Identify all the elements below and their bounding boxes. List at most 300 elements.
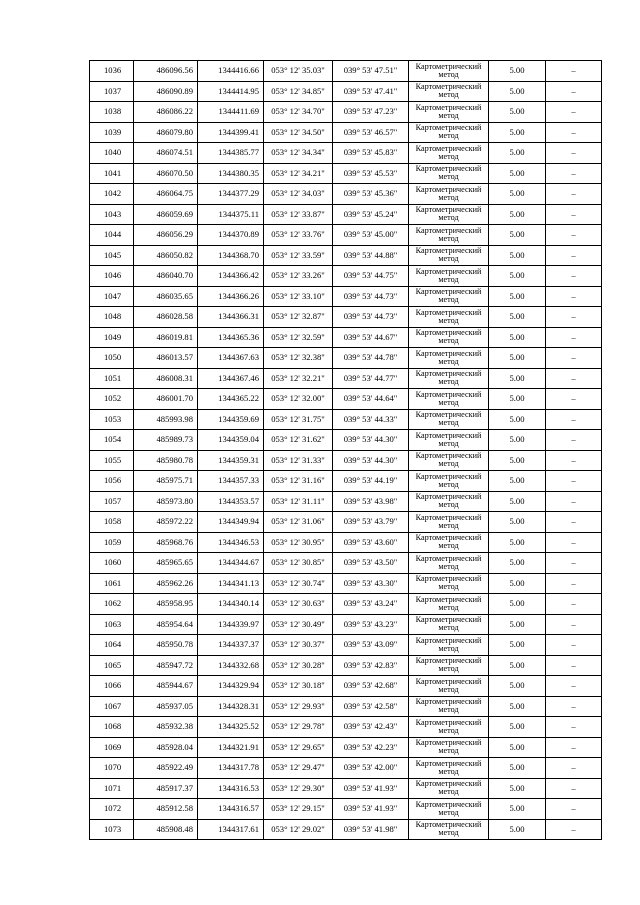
latitude-cell: 053° 12' 32.59" <box>264 327 333 348</box>
note-cell: – <box>546 225 602 246</box>
longitude-cell: 039° 53' 44.88" <box>333 245 409 266</box>
y-coordinate-cell: 1344344.67 <box>198 553 264 574</box>
method-cell: Картометрический метод <box>409 491 489 512</box>
method-cell: Картометрический метод <box>409 163 489 184</box>
x-coordinate-cell: 486013.57 <box>134 348 198 369</box>
x-coordinate-cell: 485989.73 <box>134 430 198 451</box>
point-number-cell: 1057 <box>90 491 134 512</box>
note-cell: – <box>546 368 602 389</box>
note-cell: – <box>546 573 602 594</box>
y-coordinate-cell: 1344366.26 <box>198 286 264 307</box>
latitude-cell: 053° 12' 30.37" <box>264 635 333 656</box>
x-coordinate-cell: 485944.67 <box>134 676 198 697</box>
latitude-cell: 053° 12' 34.50" <box>264 122 333 143</box>
note-cell: – <box>546 245 602 266</box>
x-coordinate-cell: 485962.26 <box>134 573 198 594</box>
y-coordinate-cell: 1344340.14 <box>198 594 264 615</box>
point-number-cell: 1046 <box>90 266 134 287</box>
y-coordinate-cell: 1344353.57 <box>198 491 264 512</box>
y-coordinate-cell: 1344325.52 <box>198 717 264 738</box>
note-cell: – <box>546 635 602 656</box>
note-cell: – <box>546 655 602 676</box>
accuracy-cell: 5.00 <box>489 81 546 102</box>
point-number-cell: 1066 <box>90 676 134 697</box>
longitude-cell: 039° 53' 44.67" <box>333 327 409 348</box>
method-cell: Картометрический метод <box>409 573 489 594</box>
note-cell: – <box>546 389 602 410</box>
x-coordinate-cell: 485928.04 <box>134 737 198 758</box>
y-coordinate-cell: 1344317.61 <box>198 819 264 840</box>
point-number-cell: 1053 <box>90 409 134 430</box>
table-row <box>90 799 602 820</box>
accuracy-cell: 5.00 <box>489 778 546 799</box>
point-number-cell: 1039 <box>90 122 134 143</box>
latitude-cell: 053° 12' 33.10" <box>264 286 333 307</box>
method-cell: Картометрический метод <box>409 799 489 820</box>
note-cell: – <box>546 799 602 820</box>
method-cell: Картометрический метод <box>409 225 489 246</box>
note-cell: – <box>546 81 602 102</box>
point-number-cell: 1060 <box>90 553 134 574</box>
table-row <box>90 122 602 143</box>
y-coordinate-cell: 1344349.94 <box>198 512 264 533</box>
y-coordinate-cell: 1344366.31 <box>198 307 264 328</box>
method-cell: Картометрический метод <box>409 819 489 840</box>
table-row <box>90 286 602 307</box>
method-cell: Картометрический метод <box>409 614 489 635</box>
x-coordinate-cell: 485968.76 <box>134 532 198 553</box>
longitude-cell: 039° 53' 45.36" <box>333 184 409 205</box>
point-number-cell: 1064 <box>90 635 134 656</box>
x-coordinate-cell: 485958.95 <box>134 594 198 615</box>
accuracy-cell: 5.00 <box>489 532 546 553</box>
method-cell: Картометрический метод <box>409 389 489 410</box>
y-coordinate-cell: 1344317.78 <box>198 758 264 779</box>
accuracy-cell: 5.00 <box>489 573 546 594</box>
point-number-cell: 1044 <box>90 225 134 246</box>
table-row <box>90 778 602 799</box>
x-coordinate-cell: 485908.48 <box>134 819 198 840</box>
longitude-cell: 039° 53' 47.51" <box>333 61 409 82</box>
longitude-cell: 039° 53' 41.93" <box>333 778 409 799</box>
longitude-cell: 039° 53' 43.30" <box>333 573 409 594</box>
latitude-cell: 053° 12' 33.26" <box>264 266 333 287</box>
latitude-cell: 053° 12' 30.18" <box>264 676 333 697</box>
method-cell: Картометрический метод <box>409 532 489 553</box>
table-row <box>90 696 602 717</box>
table-row <box>90 635 602 656</box>
y-coordinate-cell: 1344316.57 <box>198 799 264 820</box>
longitude-cell: 039° 53' 42.23" <box>333 737 409 758</box>
y-coordinate-cell: 1344368.70 <box>198 245 264 266</box>
method-cell: Картометрический метод <box>409 512 489 533</box>
x-coordinate-cell: 486079.80 <box>134 122 198 143</box>
point-number-cell: 1050 <box>90 348 134 369</box>
y-coordinate-cell: 1344332.68 <box>198 655 264 676</box>
longitude-cell: 039° 53' 44.77" <box>333 368 409 389</box>
table-row <box>90 758 602 779</box>
accuracy-cell: 5.00 <box>489 676 546 697</box>
x-coordinate-cell: 486074.51 <box>134 143 198 164</box>
latitude-cell: 053° 12' 32.21" <box>264 368 333 389</box>
x-coordinate-cell: 486040.70 <box>134 266 198 287</box>
method-cell: Картометрический метод <box>409 471 489 492</box>
accuracy-cell: 5.00 <box>489 696 546 717</box>
table-row <box>90 512 602 533</box>
method-cell: Картометрический метод <box>409 143 489 164</box>
note-cell: – <box>546 348 602 369</box>
note-cell: – <box>546 163 602 184</box>
x-coordinate-cell: 486086.22 <box>134 102 198 123</box>
note-cell: – <box>546 491 602 512</box>
accuracy-cell: 5.00 <box>489 102 546 123</box>
latitude-cell: 053° 12' 30.28" <box>264 655 333 676</box>
table-row <box>90 102 602 123</box>
note-cell: – <box>546 614 602 635</box>
y-coordinate-cell: 1344346.53 <box>198 532 264 553</box>
table-row <box>90 81 602 102</box>
y-coordinate-cell: 1344365.36 <box>198 327 264 348</box>
y-coordinate-cell: 1344329.94 <box>198 676 264 697</box>
table-body <box>90 61 602 840</box>
method-cell: Картометрический метод <box>409 102 489 123</box>
table-row <box>90 368 602 389</box>
latitude-cell: 053° 12' 29.93" <box>264 696 333 717</box>
note-cell: – <box>546 758 602 779</box>
x-coordinate-cell: 485965.65 <box>134 553 198 574</box>
latitude-cell: 053° 12' 34.70" <box>264 102 333 123</box>
latitude-cell: 053° 12' 29.02" <box>264 819 333 840</box>
table-row <box>90 266 602 287</box>
y-coordinate-cell: 1344328.31 <box>198 696 264 717</box>
x-coordinate-cell: 485912.58 <box>134 799 198 820</box>
x-coordinate-cell: 485950.78 <box>134 635 198 656</box>
point-number-cell: 1068 <box>90 717 134 738</box>
accuracy-cell: 5.00 <box>489 512 546 533</box>
note-cell: – <box>546 532 602 553</box>
point-number-cell: 1067 <box>90 696 134 717</box>
x-coordinate-cell: 485922.49 <box>134 758 198 779</box>
accuracy-cell: 5.00 <box>489 184 546 205</box>
table-row <box>90 491 602 512</box>
point-number-cell: 1054 <box>90 430 134 451</box>
note-cell: – <box>546 737 602 758</box>
longitude-cell: 039° 53' 47.23" <box>333 102 409 123</box>
point-number-cell: 1047 <box>90 286 134 307</box>
latitude-cell: 053° 12' 35.03" <box>264 61 333 82</box>
x-coordinate-cell: 486019.81 <box>134 327 198 348</box>
point-number-cell: 1052 <box>90 389 134 410</box>
y-coordinate-cell: 1344357.33 <box>198 471 264 492</box>
longitude-cell: 039° 53' 43.24" <box>333 594 409 615</box>
method-cell: Картометрический метод <box>409 409 489 430</box>
accuracy-cell: 5.00 <box>489 799 546 820</box>
method-cell: Картометрический метод <box>409 327 489 348</box>
method-cell: Картометрический метод <box>409 635 489 656</box>
method-cell: Картометрический метод <box>409 450 489 471</box>
latitude-cell: 053° 12' 33.59" <box>264 245 333 266</box>
point-number-cell: 1058 <box>90 512 134 533</box>
longitude-cell: 039° 53' 42.58" <box>333 696 409 717</box>
note-cell: – <box>546 512 602 533</box>
method-cell: Картометрический метод <box>409 286 489 307</box>
method-cell: Картометрический метод <box>409 184 489 205</box>
longitude-cell: 039° 53' 44.73" <box>333 307 409 328</box>
longitude-cell: 039° 53' 43.09" <box>333 635 409 656</box>
accuracy-cell: 5.00 <box>489 266 546 287</box>
table-row <box>90 655 602 676</box>
note-cell: – <box>546 143 602 164</box>
method-cell: Картометрический метод <box>409 778 489 799</box>
x-coordinate-cell: 486070.50 <box>134 163 198 184</box>
note-cell: – <box>546 286 602 307</box>
latitude-cell: 053° 12' 34.34" <box>264 143 333 164</box>
coordinates-table <box>89 60 602 840</box>
table-row <box>90 184 602 205</box>
y-coordinate-cell: 1344370.89 <box>198 225 264 246</box>
x-coordinate-cell: 486028.58 <box>134 307 198 328</box>
longitude-cell: 039° 53' 44.30" <box>333 450 409 471</box>
point-number-cell: 1069 <box>90 737 134 758</box>
x-coordinate-cell: 485947.72 <box>134 655 198 676</box>
method-cell: Картометрический метод <box>409 676 489 697</box>
note-cell: – <box>546 327 602 348</box>
point-number-cell: 1055 <box>90 450 134 471</box>
table-row <box>90 409 602 430</box>
note-cell: – <box>546 594 602 615</box>
table-row <box>90 204 602 225</box>
x-coordinate-cell: 485993.98 <box>134 409 198 430</box>
method-cell: Картометрический метод <box>409 368 489 389</box>
table-row <box>90 225 602 246</box>
y-coordinate-cell: 1344321.91 <box>198 737 264 758</box>
y-coordinate-cell: 1344367.46 <box>198 368 264 389</box>
table-row <box>90 737 602 758</box>
latitude-cell: 053° 12' 31.06" <box>264 512 333 533</box>
table-row <box>90 163 602 184</box>
y-coordinate-cell: 1344339.97 <box>198 614 264 635</box>
method-cell: Картометрический метод <box>409 758 489 779</box>
point-number-cell: 1045 <box>90 245 134 266</box>
y-coordinate-cell: 1344366.42 <box>198 266 264 287</box>
longitude-cell: 039° 53' 42.83" <box>333 655 409 676</box>
latitude-cell: 053° 12' 30.74" <box>264 573 333 594</box>
table-row <box>90 389 602 410</box>
note-cell: – <box>546 102 602 123</box>
table-row <box>90 61 602 82</box>
y-coordinate-cell: 1344367.63 <box>198 348 264 369</box>
method-cell: Картометрический метод <box>409 307 489 328</box>
point-number-cell: 1072 <box>90 799 134 820</box>
method-cell: Картометрический метод <box>409 655 489 676</box>
note-cell: – <box>546 184 602 205</box>
table-row <box>90 307 602 328</box>
accuracy-cell: 5.00 <box>489 594 546 615</box>
method-cell: Картометрический метод <box>409 737 489 758</box>
method-cell: Картометрический метод <box>409 122 489 143</box>
y-coordinate-cell: 1344375.11 <box>198 204 264 225</box>
x-coordinate-cell: 486064.75 <box>134 184 198 205</box>
accuracy-cell: 5.00 <box>489 327 546 348</box>
longitude-cell: 039° 53' 47.41" <box>333 81 409 102</box>
longitude-cell: 039° 53' 44.19" <box>333 471 409 492</box>
y-coordinate-cell: 1344416.66 <box>198 61 264 82</box>
accuracy-cell: 5.00 <box>489 225 546 246</box>
latitude-cell: 053° 12' 32.87" <box>264 307 333 328</box>
accuracy-cell: 5.00 <box>489 389 546 410</box>
note-cell: – <box>546 676 602 697</box>
table-row <box>90 553 602 574</box>
accuracy-cell: 5.00 <box>489 286 546 307</box>
longitude-cell: 039° 53' 44.73" <box>333 286 409 307</box>
longitude-cell: 039° 53' 43.98" <box>333 491 409 512</box>
note-cell: – <box>546 717 602 738</box>
latitude-cell: 053° 12' 30.95" <box>264 532 333 553</box>
point-number-cell: 1048 <box>90 307 134 328</box>
note-cell: – <box>546 450 602 471</box>
accuracy-cell: 5.00 <box>489 614 546 635</box>
method-cell: Картометрический метод <box>409 594 489 615</box>
point-number-cell: 1065 <box>90 655 134 676</box>
accuracy-cell: 5.00 <box>489 368 546 389</box>
accuracy-cell: 5.00 <box>489 717 546 738</box>
longitude-cell: 039° 53' 42.00" <box>333 758 409 779</box>
x-coordinate-cell: 485932.38 <box>134 717 198 738</box>
longitude-cell: 039° 53' 46.57" <box>333 122 409 143</box>
y-coordinate-cell: 1344337.37 <box>198 635 264 656</box>
table-row <box>90 245 602 266</box>
table-row <box>90 143 602 164</box>
table-row <box>90 573 602 594</box>
longitude-cell: 039° 53' 45.24" <box>333 204 409 225</box>
accuracy-cell: 5.00 <box>489 737 546 758</box>
latitude-cell: 053° 12' 31.62" <box>264 430 333 451</box>
longitude-cell: 039° 53' 44.33" <box>333 409 409 430</box>
latitude-cell: 053° 12' 29.15" <box>264 799 333 820</box>
longitude-cell: 039° 53' 43.50" <box>333 553 409 574</box>
x-coordinate-cell: 486059.69 <box>134 204 198 225</box>
point-number-cell: 1063 <box>90 614 134 635</box>
accuracy-cell: 5.00 <box>489 61 546 82</box>
point-number-cell: 1042 <box>90 184 134 205</box>
table-row <box>90 430 602 451</box>
latitude-cell: 053° 12' 29.30" <box>264 778 333 799</box>
x-coordinate-cell: 486008.31 <box>134 368 198 389</box>
note-cell: – <box>546 471 602 492</box>
point-number-cell: 1049 <box>90 327 134 348</box>
point-number-cell: 1070 <box>90 758 134 779</box>
method-cell: Картометрический метод <box>409 696 489 717</box>
accuracy-cell: 5.00 <box>489 348 546 369</box>
table-row <box>90 614 602 635</box>
x-coordinate-cell: 486056.29 <box>134 225 198 246</box>
method-cell: Картометрический метод <box>409 717 489 738</box>
note-cell: – <box>546 122 602 143</box>
y-coordinate-cell: 1344365.22 <box>198 389 264 410</box>
y-coordinate-cell: 1344316.53 <box>198 778 264 799</box>
point-number-cell: 1071 <box>90 778 134 799</box>
x-coordinate-cell: 485917.37 <box>134 778 198 799</box>
x-coordinate-cell: 486090.89 <box>134 81 198 102</box>
x-coordinate-cell: 485972.22 <box>134 512 198 533</box>
table-row <box>90 819 602 840</box>
method-cell: Картометрический метод <box>409 553 489 574</box>
latitude-cell: 053° 12' 32.00" <box>264 389 333 410</box>
longitude-cell: 039° 53' 44.30" <box>333 430 409 451</box>
latitude-cell: 053° 12' 34.03" <box>264 184 333 205</box>
point-number-cell: 1041 <box>90 163 134 184</box>
accuracy-cell: 5.00 <box>489 307 546 328</box>
latitude-cell: 053° 12' 31.16" <box>264 471 333 492</box>
method-cell: Картометрический метод <box>409 81 489 102</box>
method-cell: Картометрический метод <box>409 430 489 451</box>
latitude-cell: 053° 12' 30.49" <box>264 614 333 635</box>
point-number-cell: 1038 <box>90 102 134 123</box>
table-row <box>90 450 602 471</box>
accuracy-cell: 5.00 <box>489 553 546 574</box>
latitude-cell: 053° 12' 29.47" <box>264 758 333 779</box>
accuracy-cell: 5.00 <box>489 430 546 451</box>
note-cell: – <box>546 307 602 328</box>
y-coordinate-cell: 1344414.95 <box>198 81 264 102</box>
longitude-cell: 039° 53' 45.83" <box>333 143 409 164</box>
point-number-cell: 1056 <box>90 471 134 492</box>
accuracy-cell: 5.00 <box>489 491 546 512</box>
longitude-cell: 039° 53' 45.00" <box>333 225 409 246</box>
longitude-cell: 039° 53' 43.79" <box>333 512 409 533</box>
method-cell: Картометрический метод <box>409 245 489 266</box>
longitude-cell: 039° 53' 44.75" <box>333 266 409 287</box>
y-coordinate-cell: 1344359.31 <box>198 450 264 471</box>
point-number-cell: 1059 <box>90 532 134 553</box>
latitude-cell: 053° 12' 32.38" <box>264 348 333 369</box>
note-cell: – <box>546 696 602 717</box>
longitude-cell: 039° 53' 41.98" <box>333 819 409 840</box>
latitude-cell: 053° 12' 34.85" <box>264 81 333 102</box>
accuracy-cell: 5.00 <box>489 122 546 143</box>
longitude-cell: 039° 53' 43.60" <box>333 532 409 553</box>
accuracy-cell: 5.00 <box>489 245 546 266</box>
note-cell: – <box>546 819 602 840</box>
longitude-cell: 039° 53' 44.78" <box>333 348 409 369</box>
point-number-cell: 1073 <box>90 819 134 840</box>
point-number-cell: 1062 <box>90 594 134 615</box>
x-coordinate-cell: 486035.65 <box>134 286 198 307</box>
y-coordinate-cell: 1344385.77 <box>198 143 264 164</box>
point-number-cell: 1040 <box>90 143 134 164</box>
accuracy-cell: 5.00 <box>489 204 546 225</box>
latitude-cell: 053° 12' 31.75" <box>264 409 333 430</box>
latitude-cell: 053° 12' 30.63" <box>264 594 333 615</box>
longitude-cell: 039° 53' 42.43" <box>333 717 409 738</box>
x-coordinate-cell: 485954.64 <box>134 614 198 635</box>
point-number-cell: 1036 <box>90 61 134 82</box>
note-cell: – <box>546 204 602 225</box>
table-row <box>90 676 602 697</box>
accuracy-cell: 5.00 <box>489 143 546 164</box>
x-coordinate-cell: 485973.80 <box>134 491 198 512</box>
point-number-cell: 1043 <box>90 204 134 225</box>
y-coordinate-cell: 1344359.04 <box>198 430 264 451</box>
x-coordinate-cell: 486001.70 <box>134 389 198 410</box>
x-coordinate-cell: 486096.56 <box>134 61 198 82</box>
y-coordinate-cell: 1344399.41 <box>198 122 264 143</box>
x-coordinate-cell: 485980.78 <box>134 450 198 471</box>
note-cell: – <box>546 409 602 430</box>
accuracy-cell: 5.00 <box>489 655 546 676</box>
longitude-cell: 039° 53' 44.64" <box>333 389 409 410</box>
method-cell: Картометрический метод <box>409 266 489 287</box>
